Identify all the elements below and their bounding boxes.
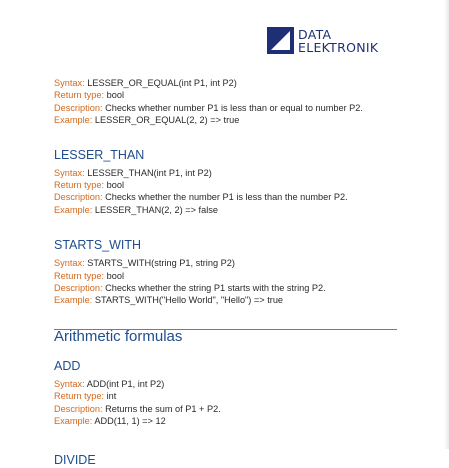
syntax-value: LESSER_THAN(int P1, int P2) [87,167,212,178]
document-content [54,77,399,468]
syntax-value: STARTS_WITH(string P1, string P2) [87,258,235,269]
syntax-label: Syntax: [54,78,85,88]
return-type-label: Return type: [54,180,105,191]
description-label: Description: [54,102,103,113]
example-label: Example: [54,115,93,126]
return-type-value: bool [106,180,124,191]
logo-line-elektronik: ELEKTRONIK [298,39,379,55]
return-type-line [54,390,399,402]
example-label: Example: [54,416,93,427]
example-label: Example: [54,295,93,306]
description-value: Checks whether number P1 is less than or equal to number P2. [105,102,363,113]
function-title-divide: DIVIDE [54,452,96,467]
syntax-line [54,167,399,179]
function-title-starts-with: STARTS_WITH [54,238,142,253]
description-label: Description: [54,192,103,203]
function-title-lesser-than: LESSER_THAN [54,147,145,162]
logo-mark-icon [267,27,294,54]
example-value: LESSER_OR_EQUAL(2, 2) => true [94,115,240,126]
description-line [54,191,399,203]
return-type-label: Return type: [54,391,105,402]
syntax-line [54,378,399,390]
return-type-label: Return type: [54,90,105,101]
example-line [54,294,399,306]
logo-line-data: DATA [298,26,332,42]
function-entry-starts-with [54,257,399,307]
description-value: Checks whether the number P1 is less than the number P2. [105,192,348,203]
function-entry-lesser-or-equal [54,77,399,127]
example-value: STARTS_WITH("Hello World", "Hello") => true [94,295,284,306]
example-value: ADD(11, 1) => 12 [94,416,166,427]
syntax-label: Syntax: [54,378,85,389]
return-type-line [54,179,399,191]
description-label: Description: [54,403,103,414]
example-value: LESSER_THAN(2, 2) => false [94,204,218,215]
example-line [54,415,399,427]
function-entry-add [54,378,399,428]
return-type-value: bool [106,90,124,101]
return-type-value: bool [106,270,124,281]
description-label: Description: [54,283,103,294]
syntax-label: Syntax: [54,258,85,269]
example-line [54,114,399,126]
function-entry-lesser-than [54,167,399,217]
description-line [54,102,399,114]
description-value: Returns the sum of P1 + P2. [105,403,221,414]
example-label: Example: [54,204,93,215]
syntax-line [54,77,399,89]
syntax-label: Syntax: [54,167,85,178]
logo-wordmark [298,28,378,54]
description-line [54,282,399,294]
description-line [54,403,399,415]
return-type-label: Return type: [54,270,105,281]
data-elektronik-logo [267,27,378,54]
return-type-value: int [106,391,117,402]
function-title-add: ADD [54,358,81,373]
example-line [54,204,399,216]
return-type-line [54,270,399,282]
syntax-line [54,257,399,269]
page-edge [444,0,449,449]
description-value: Checks whether the string P1 starts with the string P2. [105,283,326,294]
section-title-arithmetic-formulas: Arithmetic formulas [54,327,183,345]
return-type-line [54,89,399,101]
syntax-value: LESSER_OR_EQUAL(int P1, int P2) [87,78,237,88]
syntax-value: ADD(int P1, int P2) [86,378,165,389]
